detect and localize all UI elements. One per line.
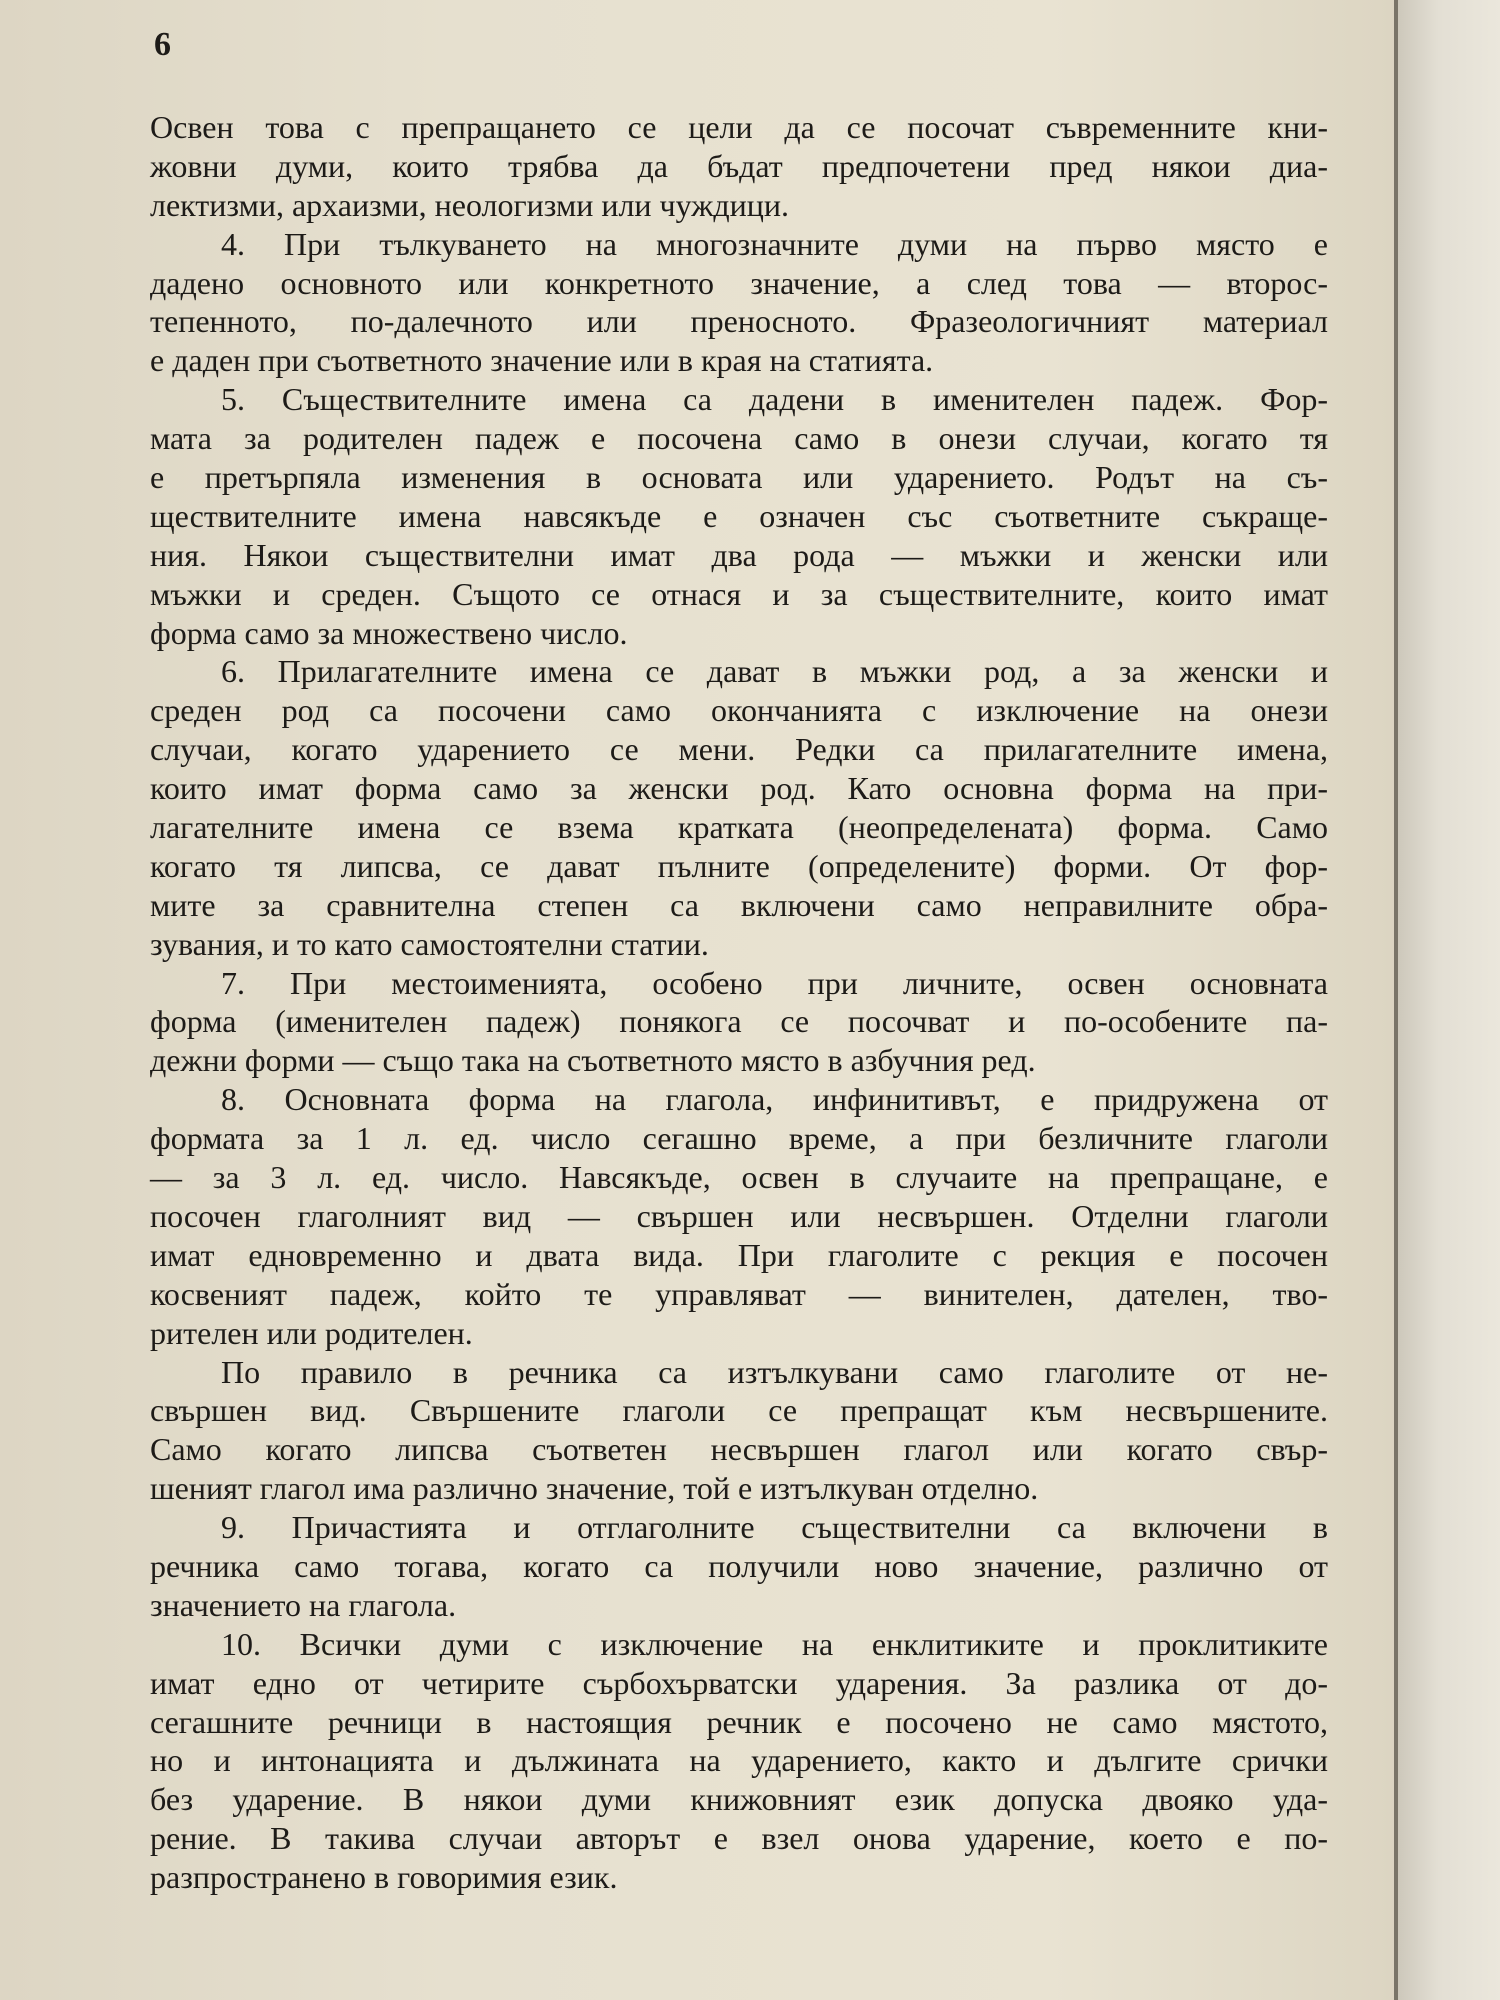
text-line: лагателните имена се взема кратката (неопределената) форма. Само — [150, 809, 1328, 846]
text-line: 10. Всички думи с изключение на енклитиките и проклитиките — [221, 1625, 1328, 1662]
text-line: зувания, и то като самостоятелни статии. — [150, 925, 709, 962]
adjacent-page — [1398, 0, 1500, 2000]
text-line: дадено основното или конкретното значение, а след това — второс- — [150, 264, 1328, 301]
text-line: свършен вид. Свършените глаголи се препращат към несвършените. — [150, 1392, 1328, 1429]
text-line: мъжки и среден. Същото се отнася и за съществителните, които имат — [150, 575, 1328, 612]
text-line: 5. Съществителните имена са дадени в именителен падеж. Фор- — [221, 381, 1328, 418]
text-line: посочен глаголният вид — свършен или несвършен. Отделни глаголи — [150, 1197, 1328, 1234]
text-line: имат едновременно и двата вида. При глаголите с рекция е посочен — [150, 1236, 1328, 1273]
text-line: 7. При местоименията, особено при личните, освен основната — [221, 964, 1328, 1001]
text-line: лектизми, архаизми, неологизми или чуждици. — [150, 186, 789, 223]
text-line: тепенното, по-далечното или преносното. Фразеологичният материал — [150, 303, 1328, 340]
text-line: е претърпяла изменения в основата или ударението. Родът на съ- — [150, 459, 1328, 496]
text-line: сегашните речници в настоящия речник е посочено не само мястото, — [150, 1703, 1328, 1740]
text-line: — за 3 л. ед. число. Навсякъде, освен в случаите на препращане, е — [150, 1159, 1328, 1196]
text-line: мата за родителен падеж е посочена само в онези случаи, когато тя — [150, 420, 1328, 457]
text-line: рителен или родителен. — [150, 1314, 473, 1351]
text-line: дежни форми — също така на съответното място в азбучния ред. — [150, 1042, 1036, 1079]
text-line: е даден при съответното значение или в края на статията. — [150, 342, 934, 379]
text-line: рение. В такива случаи авторът е взел онова ударение, което е по- — [150, 1820, 1328, 1857]
text-line: среден род са посочени само окончанията с изключение на онези — [150, 692, 1328, 729]
text-line: без ударение. В някои думи книжовният език допуска двояко уда- — [150, 1781, 1328, 1818]
page-number: 6 — [154, 26, 171, 63]
text-line: ния. Някои съществителни имат два рода — мъжки и женски или — [150, 536, 1328, 573]
text-line: но и интонацията и дължината на ударението, както и дългите срички — [150, 1742, 1328, 1779]
text-line: форма (именителен падеж) понякога се посочват и по-особените па- — [150, 1003, 1328, 1040]
text-line: жовни думи, които трябва да бъдат предпочетени пред някои диа- — [150, 147, 1328, 184]
text-line: формата за 1 л. ед. число сегашно време, а при безличните глаголи — [150, 1120, 1328, 1157]
text-line: когато тя липсва, се дават пълните (определените) форми. От фор- — [150, 847, 1328, 884]
text-line: Само когато липсва съответен несвършен глагол или когато свър- — [150, 1431, 1328, 1468]
text-line: По правило в речника са изтълкувани само глаголите от не- — [221, 1353, 1328, 1390]
text-line: форма само за множествено число. — [150, 614, 628, 651]
text-line: 8. Основната форма на глагола, инфинитивът, е придружена от — [221, 1081, 1328, 1118]
text-line: ществителните имена навсякъде е означен със съответните съкраще- — [150, 497, 1328, 534]
text-line: 9. Причастията и отглаголните съществителни са включени в — [221, 1509, 1328, 1546]
text-line: значението на глагола. — [150, 1586, 457, 1623]
text-line: шеният глагол има различно значение, той е изтълкуван отделно. — [150, 1470, 1039, 1507]
text-line: косвеният падеж, който те управляват — винителен, дателен, тво- — [150, 1275, 1328, 1312]
text-line: 6. Прилагателните имена се дават в мъжки род, а за женски и — [221, 653, 1328, 690]
page-edge — [1394, 0, 1398, 2000]
text-line: мите за сравнителна степен са включени само неправилните обра- — [150, 886, 1328, 923]
text-line: речника само тогава, когато са получили ново значение, различно от — [150, 1547, 1328, 1584]
text-line: разпространено в говоримия език. — [150, 1859, 618, 1896]
text-line: Освен това с препращането се цели да се посочат съвременните кни- — [150, 109, 1328, 145]
text-line: 4. При тълкуването на многозначните думи на първо място е — [221, 225, 1328, 262]
text-line: имат едно от четирите сърбохърватски ударения. За разлика от до- — [150, 1664, 1328, 1701]
text-line: случаи, когато ударението се мени. Редки са прилагателните имена, — [150, 731, 1328, 768]
text-line: които имат форма само за женски род. Като основна форма на при- — [150, 770, 1328, 807]
body-text — [150, 108, 1328, 1897]
